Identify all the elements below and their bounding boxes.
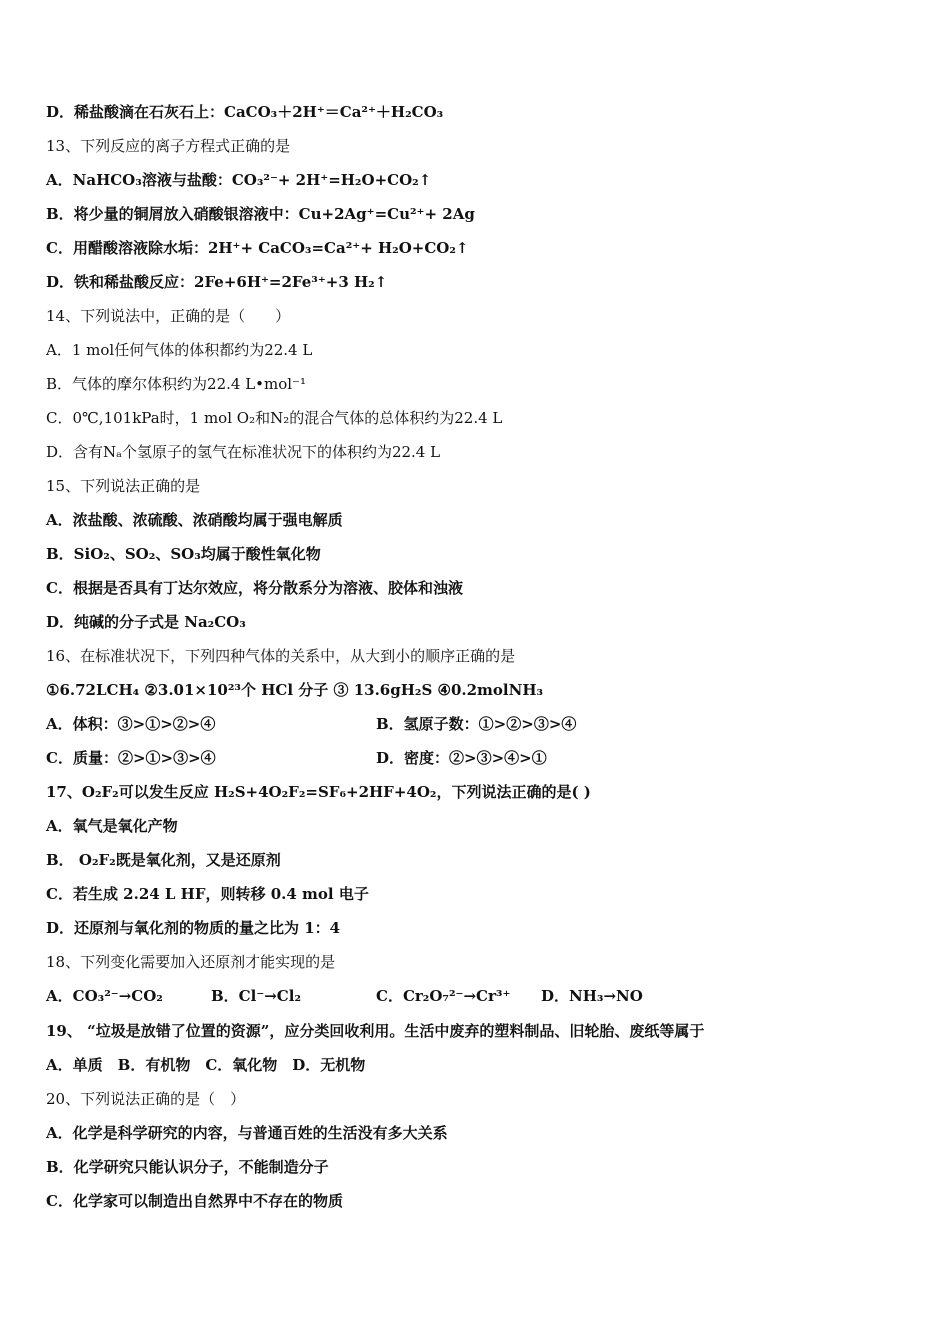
q14-option-c: C．0℃,101kPa时，1 mol O₂和N₂的混合气体的总体积约为22.4 L bbox=[46, 409, 503, 427]
q15-option-c: C．根据是否具有丁达尔效应，将分散系分为溶液、胶体和浊液 bbox=[46, 579, 463, 597]
q16-option-a: A．体积：③>①>②>④ bbox=[46, 715, 216, 733]
q19-options: A．单质 B．有机物 C．氧化物 D．无机物 bbox=[46, 1056, 366, 1074]
q12-option-d: D．稀盐酸滴在石灰石上：CaCO₃＋2H⁺＝Ca²⁺＋H₂CO₃ bbox=[46, 103, 444, 121]
q20-option-b: B．化学研究只能认识分子，不能制造分子 bbox=[46, 1158, 329, 1176]
q13-option-c: C．用醋酸溶液除水垢：2H⁺+ CaCO₃=Ca²⁺+ H₂O+CO₂↑ bbox=[46, 239, 469, 257]
q13-option-d: D．铁和稀盐酸反应：2Fe+6H⁺=2Fe³⁺+3 H₂↑ bbox=[46, 273, 388, 291]
q14-option-d: D．含有Nₐ个氢原子的氢气在标准状况下的体积约为22.4 L bbox=[46, 443, 441, 461]
q15-option-a: A．浓盐酸、浓硫酸、浓硝酸均属于强电解质 bbox=[46, 511, 343, 529]
q20-option-a: A．化学是科学研究的内容，与普通百姓的生活没有多大关系 bbox=[46, 1124, 448, 1142]
q17-option-a: A．氧气是氧化产物 bbox=[46, 817, 178, 835]
q14-stem: 14、下列说法中，正确的是（ ） bbox=[46, 307, 291, 325]
q18-option-b: B．Cl⁻→Cl₂ bbox=[211, 987, 302, 1005]
q13-option-b: B．将少量的铜屑放入硝酸银溶液中：Cu+2Ag⁺=Cu²⁺+ 2Ag bbox=[46, 205, 475, 223]
q14-option-a: A．1 mol任何气体的体积都约为22.4 L bbox=[46, 341, 313, 359]
q17-option-b: B． O₂F₂既是氧化剂，又是还原剂 bbox=[46, 851, 281, 869]
q20-option-c: C．化学家可以制造出自然界中不存在的物质 bbox=[46, 1192, 343, 1210]
q17-stem: 17、O₂F₂可以发生反应 H₂S+4O₂F₂=SF₆+2HF+4O₂，下列说法正确的是( ) bbox=[46, 783, 591, 801]
q15-option-d: D．纯碱的分子式是 Na₂CO₃ bbox=[46, 613, 246, 631]
q20-stem: 20、下列说法正确的是（ ） bbox=[46, 1090, 246, 1108]
q16-stem: 16、在标准状况下，下列四种气体的关系中，从大到小的顺序正确的是 bbox=[46, 647, 516, 665]
q17-option-c: C．若生成 2.24 L HF，则转移 0.4 mol 电子 bbox=[46, 885, 369, 903]
q18-option-c: C．Cr₂O₇²⁻→Cr³⁺ bbox=[376, 987, 511, 1005]
q16-items: ①6.72LCH₄ ②3.01×10²³个 HCl 分子 ③ 13.6gH₂S ④0.2molNH₃ bbox=[46, 681, 544, 699]
q18-option-a: A．CO₃²⁻→CO₂ bbox=[46, 987, 163, 1005]
q14-option-b: B．气体的摩尔体积约为22.4 L•mol⁻¹ bbox=[46, 375, 306, 393]
q17-option-d: D．还原剂与氧化剂的物质的量之比为 1：4 bbox=[46, 919, 341, 937]
q18-option-d: D．NH₃→NO bbox=[541, 987, 643, 1005]
q15-stem: 15、下列说法正确的是 bbox=[46, 477, 201, 495]
q13-stem: 13、下列反应的离子方程式正确的是 bbox=[46, 137, 291, 155]
q18-stem: 18、下列变化需要加入还原剂才能实现的是 bbox=[46, 953, 336, 971]
q16-option-c: C．质量：②>①>③>④ bbox=[46, 749, 216, 767]
q16-option-d: D．密度：②>③>④>① bbox=[376, 749, 547, 767]
q16-option-b: B．氢原子数：①>②>③>④ bbox=[376, 715, 577, 733]
q13-option-a: A．NaHCO₃溶液与盐酸：CO₃²⁻+ 2H⁺=H₂O+CO₂↑ bbox=[46, 171, 432, 189]
q15-option-b: B．SiO₂、SO₂、SO₃均属于酸性氧化物 bbox=[46, 545, 321, 563]
q19-stem: 19、 “垃圾是放错了位置的资源”，应分类回收利用。生活中废弃的塑料制品、旧轮胎、废纸等属于 bbox=[46, 1022, 705, 1040]
